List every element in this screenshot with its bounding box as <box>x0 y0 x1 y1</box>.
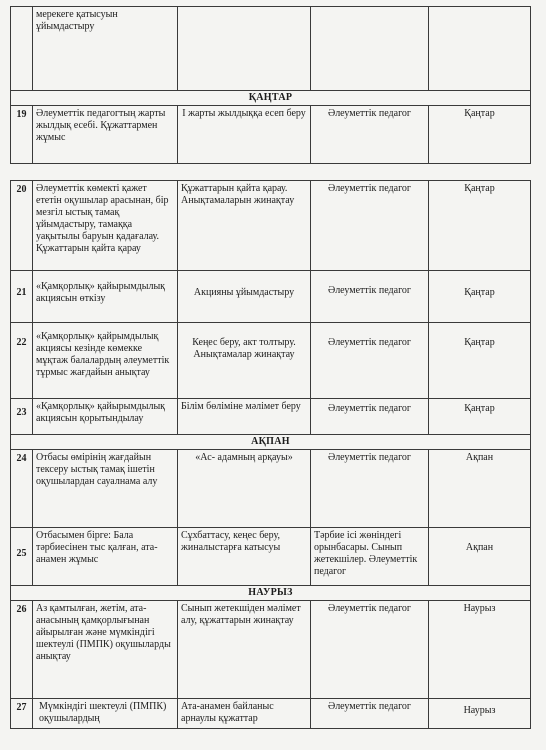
row-number: 23 <box>11 399 33 435</box>
responsible-cell <box>311 7 429 91</box>
row-number: 20 <box>11 181 33 271</box>
row-number: 25 <box>11 528 33 586</box>
section-heading: АҚПАН <box>11 435 531 450</box>
form-cell: Акцияны ұйымдастыру <box>178 271 311 323</box>
activity-cell: «Қамқорлық» қайырымдылық акциясын қорытындылау <box>33 399 178 435</box>
activity-cell: «Қамқорлық» қайырымдылық акциясын өткізу <box>33 271 178 323</box>
responsible-cell: Әлеуметтік педагог <box>311 323 429 399</box>
form-cell: Кеңес беру, акт толтыру. Анықтамалар жинақтау <box>178 323 311 399</box>
term-cell: Қаңтар <box>429 271 531 323</box>
term-cell: Қаңтар <box>429 181 531 271</box>
row-number: 19 <box>11 106 33 164</box>
row-number: 27 <box>11 699 33 729</box>
form-cell: Ата-анамен байланыс арнаулы құжаттар <box>178 699 311 729</box>
responsible-cell: Әлеуметтік педагог <box>311 271 429 323</box>
row-number: 24 <box>11 450 33 528</box>
table-row <box>11 528 531 586</box>
activity-cell: Аз қамтылған, жетім, ата-анасының қамқорлығынан айырылған және мүмкіндігі шектеулі (ПМПК) оқушыларды анықтау <box>33 601 178 699</box>
section-row-february <box>11 435 531 450</box>
responsible-cell: Әлеуметтік педагог <box>311 601 429 699</box>
activity-cell: Мүмкіндігі шектеулі (ПМПК) оқушылардың <box>33 699 178 729</box>
term-cell: Қаңтар <box>429 399 531 435</box>
form-cell: І жарты жылдыққа есеп беру <box>178 106 311 164</box>
table-row <box>11 271 531 323</box>
form-cell: «Ас- адамның арқауы» <box>178 450 311 528</box>
table-row <box>11 181 531 271</box>
term-cell: Ақпан <box>429 450 531 528</box>
activity-cell: Әлеуметтік көмекті қажет ететін оқушылар арасынан, бір мезгіл ыстық тамақ ұйымдастыру, тамаққа уақытылы баруын қадағалау. Құжаттарын қайта қарау <box>33 181 178 271</box>
term-cell: Наурыз <box>429 601 531 699</box>
row-number: 26 <box>11 601 33 699</box>
row-number: 21 <box>11 271 33 323</box>
section-heading: НАУРЫЗ <box>11 586 531 601</box>
responsible-cell: Әлеуметтік педагог <box>311 106 429 164</box>
term-cell <box>429 7 531 91</box>
activity-cell: Әлеуметтік педагогтың жарты жылдық есебі. Құжаттармен жұмыс <box>33 106 178 164</box>
activity-cell: мерекеге қатысуын ұйымдастыру <box>33 7 178 91</box>
plan-table-main <box>10 180 531 729</box>
row-number: 22 <box>11 323 33 399</box>
section-row-march <box>11 586 531 601</box>
form-cell: Сынып жетекшіден мәлімет алу, құжаттарын жинақтау <box>178 601 311 699</box>
table-row <box>11 450 531 528</box>
table-row <box>11 601 531 699</box>
responsible-cell: Әлеуметтік педагог <box>311 699 429 729</box>
activity-cell: Отбасы өмірінің жағдайын тексеру ыстық тамақ ішетін оқушылардан сауалнама алу <box>33 450 178 528</box>
section-row-january <box>11 91 531 106</box>
table-row <box>11 106 531 164</box>
plan-table-top <box>10 6 531 164</box>
term-cell: Қаңтар <box>429 106 531 164</box>
table-row <box>11 699 531 729</box>
form-cell: Құжаттарын қайта қарау. Анықтамаларын жинақтау <box>178 181 311 271</box>
row-number <box>11 7 33 91</box>
table-row <box>11 399 531 435</box>
activity-cell: Отбасымен бірге: Бала тәрбиесінен тыс қалған, ата-анамен жұмыс <box>33 528 178 586</box>
responsible-cell: Әлеуметтік педагог <box>311 399 429 435</box>
responsible-cell: Әлеуметтік педагог <box>311 450 429 528</box>
table-row <box>11 7 531 91</box>
responsible-cell: Тәрбие ісі жөніндегі орынбасары. Сынып жетекшілер. Әлеуметтік педагог <box>311 528 429 586</box>
responsible-cell: Әлеуметтік педагог <box>311 181 429 271</box>
table-row <box>11 323 531 399</box>
term-cell: Наурыз <box>429 699 531 729</box>
term-cell: Ақпан <box>429 528 531 586</box>
activity-cell: «Қамқорлық» қайрымдылық акциясы кезінде көмекке мұқтаж балалардың әлеуметтік тұрмыс жағдайын анықтау <box>33 323 178 399</box>
form-cell: Сұхбаттасу, кеңес беру, жиналыстарға катысуы <box>178 528 311 586</box>
section-heading: ҚАҢТАР <box>11 91 531 106</box>
term-cell: Қаңтар <box>429 323 531 399</box>
form-cell: Білім бөліміне мәлімет беру <box>178 399 311 435</box>
form-cell <box>178 7 311 91</box>
